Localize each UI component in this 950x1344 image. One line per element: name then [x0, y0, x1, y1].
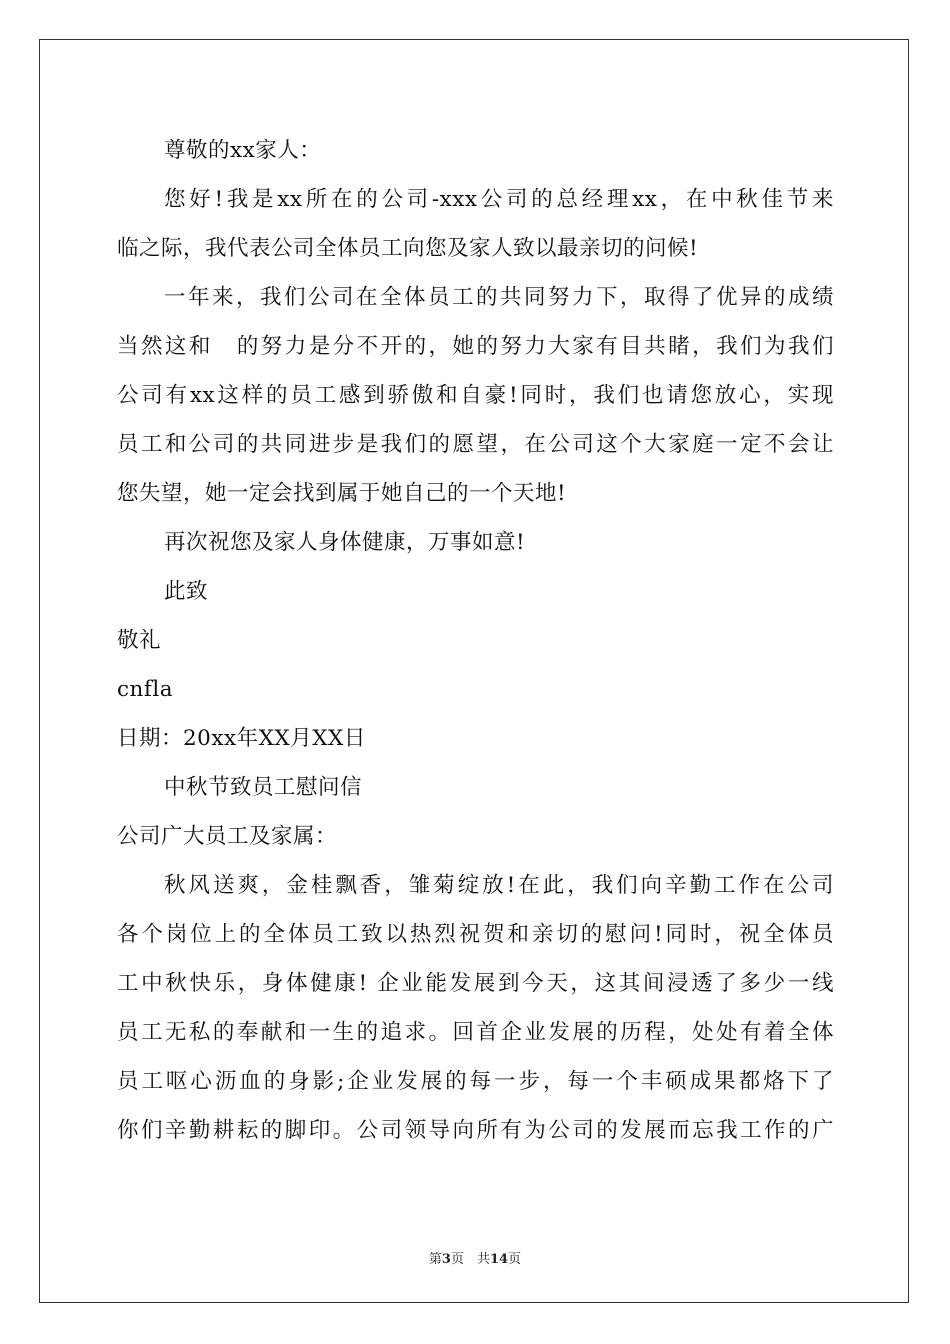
- paragraph-line: 你们辛勤耕耘的脚印。公司领导向所有为公司的发展而忘我工作的广: [117, 1118, 834, 1143]
- paragraph-line: 当然这和 的努力是分不开的，她的努力大家有目共睹，我们为我们: [117, 334, 834, 359]
- salutation: 公司广大员工及家属：: [117, 824, 338, 849]
- paragraph-line: 一年来，我们公司在全体员工的共同努力下，取得了优异的成绩: [164, 285, 834, 310]
- page-total: 14: [489, 1252, 509, 1267]
- wishes-line: 再次祝您及家人身体健康，万事如意!: [164, 530, 526, 555]
- letter-body: [117, 126, 837, 1155]
- page-prefix: 第: [428, 1252, 442, 1267]
- paragraph-line: 您好!我是xx所在的公司-xxx公司的总经理xx，在中秋佳节来: [164, 187, 834, 212]
- salutation: 尊敬的xx家人：: [164, 138, 322, 163]
- paragraph-line: 临之际，我代表公司全体员工向您及家人致以最亲切的问候!: [117, 236, 699, 261]
- paragraph-line: 公司有xx这样的员工感到骄傲和自豪!同时，我们也请您放心，实现: [117, 383, 834, 408]
- paragraph-line: 各个岗位上的全体员工致以热烈祝贺和亲切的慰问!同时，祝全体员: [117, 922, 834, 947]
- closing-regards: 敬礼: [117, 628, 162, 653]
- page-current: 3: [441, 1252, 451, 1267]
- closing-line: 此致: [164, 579, 209, 604]
- page-suffix: 页: [508, 1252, 522, 1267]
- paragraph-line: 工中秋快乐，身体健康! 企业能发展到今天，这其间浸透了多少一线: [117, 971, 834, 996]
- paragraph-line: 员工和公司的共同进步是我们的愿望，在公司这个大家庭一定不会让: [117, 432, 834, 457]
- date-line: 日期：20xx年XX月XX日: [117, 726, 366, 751]
- letter-title: 中秋节致员工慰问信: [164, 775, 363, 800]
- paragraph-line: 您失望，她一定会找到属于她自己的一个天地!: [117, 481, 567, 506]
- signature: cnfla: [117, 677, 174, 702]
- paragraph-line: 员工呕心沥血的身影;企业发展的每一步，每一个丰硕成果都烙下了: [117, 1069, 834, 1094]
- page-mid: 页 共: [450, 1252, 490, 1267]
- paragraph-line: 员工无私的奉献和一生的追求。回首企业发展的历程，处处有着全体: [117, 1020, 834, 1045]
- page-footer: [0, 1248, 950, 1267]
- paragraph-line: 秋风送爽，金桂飘香，雏菊绽放!在此，我们向辛勤工作在公司: [164, 873, 834, 898]
